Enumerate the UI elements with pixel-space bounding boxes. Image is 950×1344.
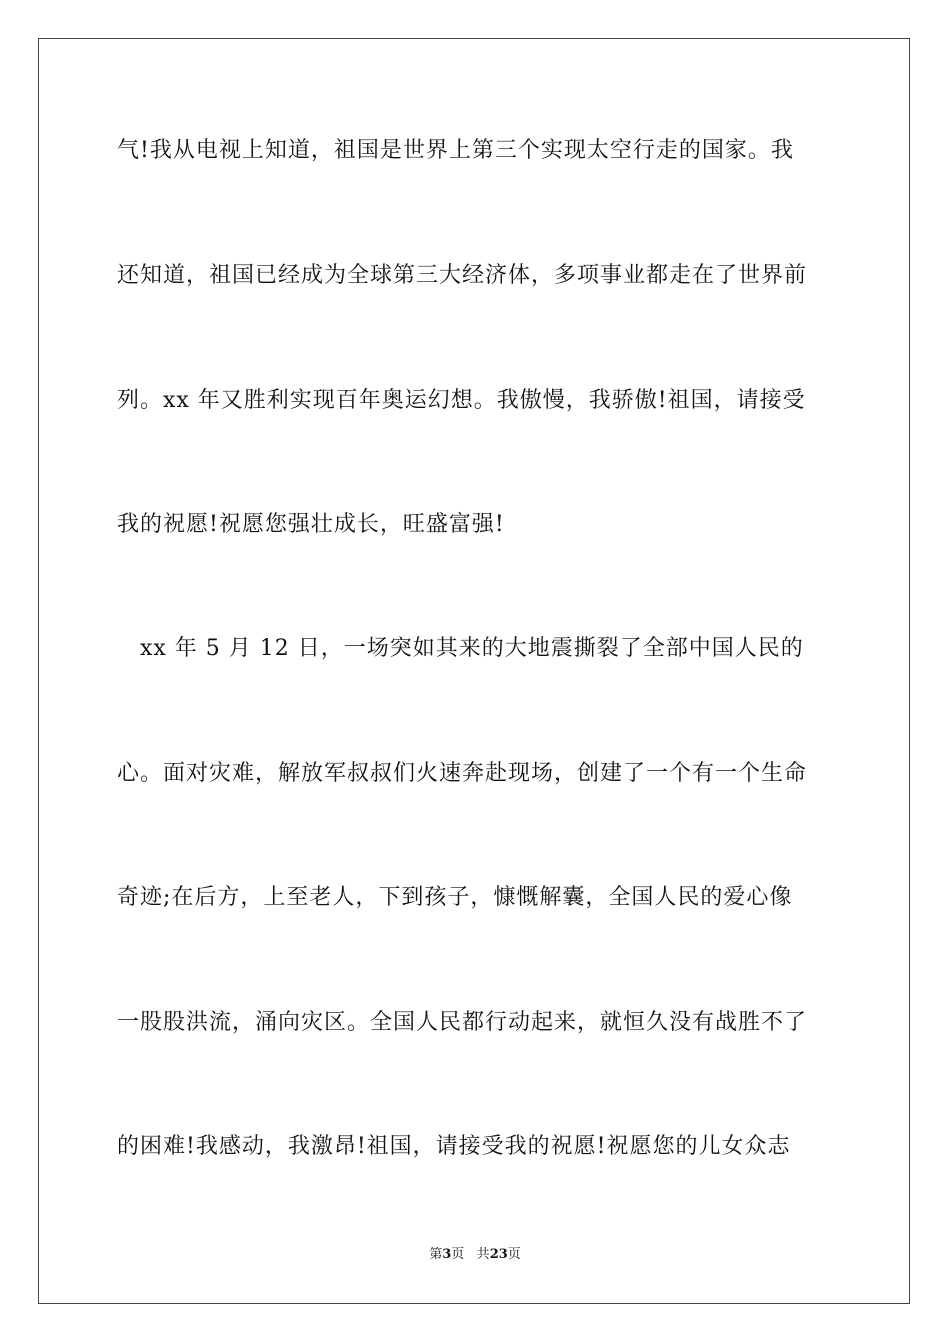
text-line-3: 列。xx 年又胜利实现百年奥运幻想。我傲慢，我骄傲!祖国，请接受 — [117, 388, 806, 413]
text-line-8: 一股股洪流，涌向灾区。全国人民都行动起来，就恒久没有战胜不了 — [117, 1010, 808, 1035]
text-line-6: 心。面对灾难，解放军叔叔们火速奔赴现场，创建了一个有一个生命 — [117, 761, 808, 786]
text-line-4: 我的祝愿!祝愿您强壮成长，旺盛富强! — [117, 512, 505, 537]
page-border — [38, 38, 910, 1304]
text-line-2: 还知道，祖国已经成为全球第三大经济体，多项事业都走在了世界前 — [117, 263, 808, 288]
text-line-9: 的困难!我感动，我激昂!祖国，请接受我的祝愿!祝愿您的儿女众志 — [117, 1134, 791, 1159]
footer-total-suffix: 页 — [507, 1247, 521, 1262]
page-footer — [0, 1246, 950, 1264]
footer-page-prefix: 第 — [429, 1247, 443, 1262]
footer-page-suffix: 页 — [451, 1247, 465, 1262]
text-line-1: 气!我从电视上知道，祖国是世界上第三个实现太空行走的国家。我 — [117, 138, 794, 163]
footer-page-number: 3 — [442, 1247, 452, 1262]
text-line-7: 奇迹;在后方，上至老人，下到孩子，慷慨解囊，全国人民的爱心像 — [117, 885, 793, 910]
footer-total-pages: 23 — [489, 1247, 508, 1262]
text-line-5: xx 年 5 月 12 日，一场突如其来的大地震撕裂了全部中国人民的 — [117, 636, 804, 661]
footer-total-prefix: 共 — [476, 1247, 490, 1262]
